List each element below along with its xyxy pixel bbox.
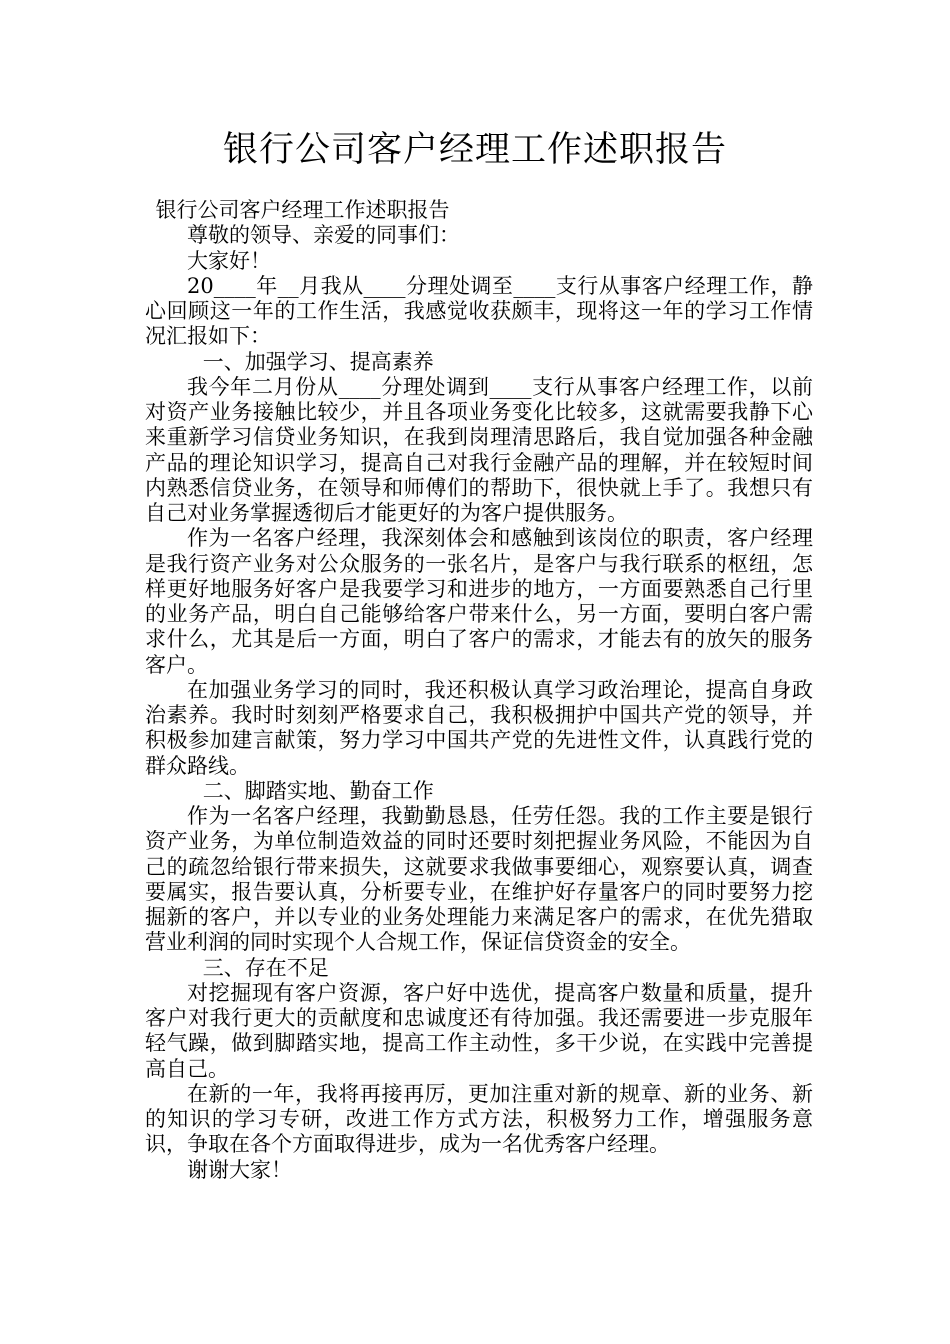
salutation: 尊敬的领导、亲爱的同事们： [187,223,460,248]
body-paragraph: 作为一名客户经理，我勤勤恳恳，任劳任怨。我的工作主要是银行资产业务，为单位制造效益的同时还要时刻把握业务风险，不能因为自己的疏忽给银行带来损失，这就要求我做事要细心，观察要认真，调查要属实，报告要认真，分析要专业，在维护好存量客户的同时要努力挖掘新的客户，并以专业的业务处理能力来满足客户的需求，在优先猎取营业利润的同时实现个人合规工作，保证信贷资金的安全。 [145,804,813,955]
body-paragraph: 对挖掘现有客户资源，客户好中选优，提高客户数量和质量，提升客户对我行更大的贡献度和忠诚度还有待加强。我还需要进一步克服年轻气躁，做到脚踏实地，提高工作主动性，多干少说，在实践中完善提高自己。 [145,980,813,1081]
document-title: 银行公司客户经理工作述职报告 [222,130,727,170]
section-heading-1: 一、加强学习、提高素养 [202,349,434,374]
body-paragraph: 作为一名客户经理，我深刻体会和感触到该岗位的职责，客户经理是我行资产业务对公众服务的一张名片，是客户与我行联系的枢纽，怎样更好地服务好客户是我要学习和进步的地方，一方面要熟悉自己行里的业务产品，明白自己能够给客户带来什么，另一方面，要明白客户需求什么，尤其是后一方面，明白了客户的需求，才能去有的放矢的服务客户。 [145,526,813,677]
closing-thanks: 谢谢大家！ [187,1157,292,1182]
body-paragraph: 在加强业务学习的同时，我还积极认真学习政治理论，提高自身政治素养。我时时刻刻严格要求自己，我积极拥护中国共产党的领导，并积极参加建言献策，努力学习中国共产党的先进性文件，认真践行党的群众路线。 [145,677,813,778]
greeting: 大家好！ [187,248,271,273]
section-heading-3: 三、存在不足 [202,955,329,980]
section-heading-2: 二、脚踏实地、勤奋工作 [202,778,434,803]
document-subtitle: 银行公司客户经理工作述职报告 [155,198,450,222]
intro-paragraph: 20____年__月我从____分理处调至____支行从事客户经理工作，静心回顾这一年的工作生活，我感觉收获颇丰，现将这一年的学习工作情况汇报如下： [145,273,813,349]
document-body [145,198,813,1183]
body-paragraph: 在新的一年，我将再接再厉，更加注重对新的规章、新的业务、新的知识的学习专研，改进工作方式方法，积极努力工作，增强服务意识，争取在各个方面取得进步，成为一名优秀客户经理。 [145,1081,813,1157]
body-paragraph: 我今年二月份从____分理处调到____支行从事客户经理工作，以前对资产业务接触比较少，并且各项业务变化比较多，这就需要我静下心来重新学习信贷业务知识，在我到岗理清思路后，我自觉加强各种金融产品的理论知识学习，提高自己对我行金融产品的理解，并在较短时间内熟悉信贷业务，在领导和师傅们的帮助下，很快就上手了。我想只有自己对业务掌握透彻后才能更好的为客户提供服务。 [145,374,813,525]
